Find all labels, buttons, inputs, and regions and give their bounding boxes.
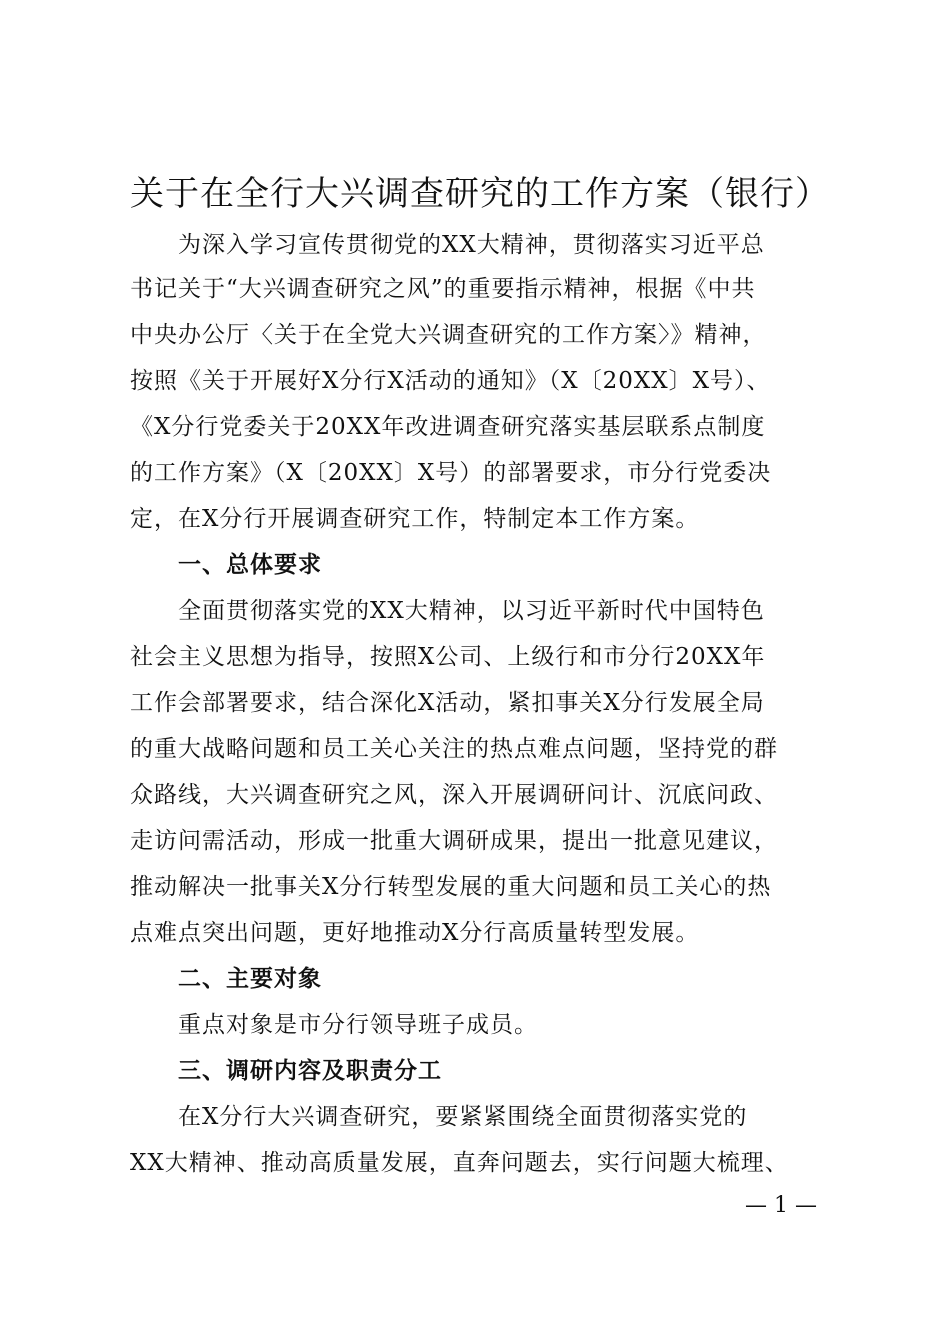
section1-line-1: 全面贯彻落实党的XX大精神，以习近平新时代中国特色 (178, 598, 765, 624)
section-heading-3: 三、调研内容及职责分工 (178, 1058, 442, 1084)
document-title: 关于在全行大兴调查研究的工作方案（银行） (130, 174, 830, 214)
intro-line-5: 《X分行党委关于20XX年改进调查研究落实基层联系点制度 (130, 414, 766, 440)
section1-line-2: 社会主义思想为指导，按照X公司、上级行和市分行20XX年 (130, 644, 766, 670)
section3-line-1: 在X分行大兴调查研究，要紧紧围绕全面贯彻落实党的 (178, 1104, 748, 1130)
intro-line-1: 为深入学习宣传贯彻党的XX大精神，贯彻落实习近平总 (178, 232, 765, 258)
intro-line-3: 中央办公厅〈关于在全党大兴调查研究的工作方案〉》精神， (130, 322, 767, 348)
intro-line-4: 按照《关于开展好X分行X活动的通知》（X〔20XX〕X号）、 (130, 368, 771, 394)
intro-line-6: 的工作方案》（X〔20XX〕X号）的部署要求，市分行党委决 (130, 460, 772, 486)
section1-line-7: 推动解决一批事关X分行转型发展的重大问题和员工关心的热 (130, 874, 772, 900)
section1-line-5: 众路线，大兴调查研究之风，深入开展调研问计、沉底问政、 (130, 782, 778, 808)
intro-line-2: 书记关于“大兴调查研究之风”的重要指示精神，根据《中共 (130, 276, 756, 302)
section1-line-4: 的重大战略问题和员工关心关注的热点难点问题，坚持党的群 (130, 736, 778, 762)
section3-line-2: XX大精神、推动高质量发展，直奔问题去，实行问题大梳理、 (130, 1150, 789, 1176)
section1-line-3: 工作会部署要求，结合深化X活动，紧扣事关X分行发展全局 (130, 690, 765, 716)
section1-line-8: 点难点突出问题，更好地推动X分行高质量转型发展。 (130, 920, 700, 946)
section-heading-2: 二、主要对象 (178, 966, 322, 992)
section-heading-1: 一、总体要求 (178, 552, 322, 578)
section2-line-1: 重点对象是市分行领导班子成员。 (178, 1012, 538, 1038)
intro-line-7: 定，在X分行开展调查研究工作，特制定本工作方案。 (130, 506, 700, 532)
section1-line-6: 走访问需活动，形成一批重大调研成果，提出一批意见建议， (130, 828, 778, 854)
page-number: — 1 — (745, 1193, 817, 1218)
